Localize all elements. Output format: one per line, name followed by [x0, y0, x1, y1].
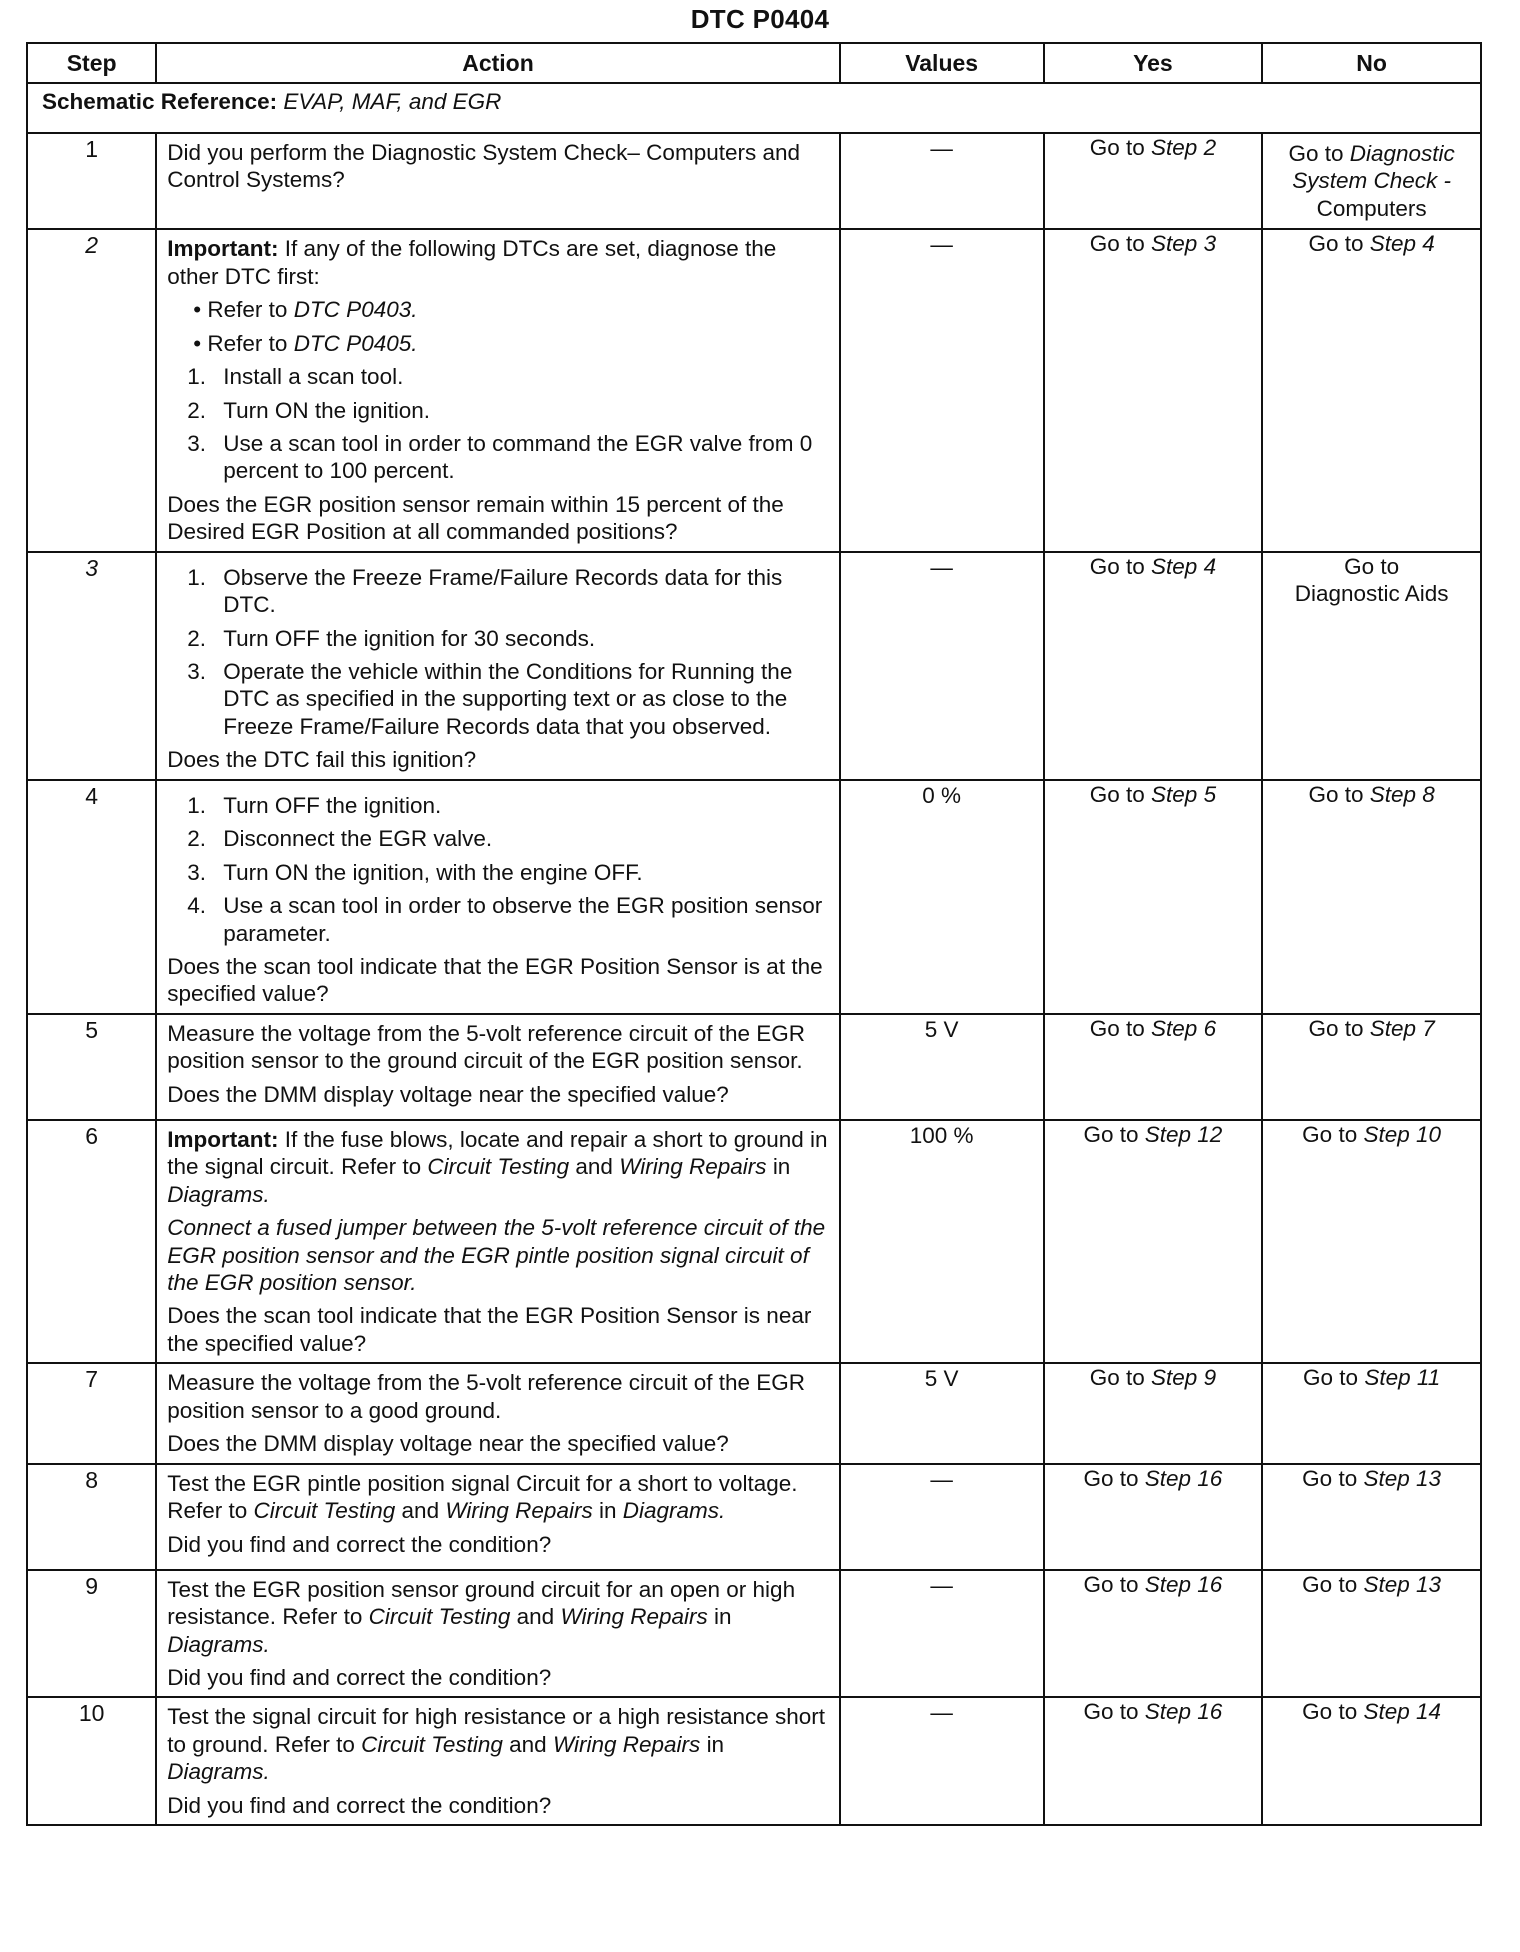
- step-action: [156, 1697, 840, 1825]
- yes-cell: Go to Step 12: [1044, 1120, 1263, 1364]
- step-action: [156, 1570, 840, 1698]
- circuit-testing-link[interactable]: Circuit Testing: [427, 1154, 570, 1180]
- list-item: 3. Turn ON the ignition, with the engine OFF.: [187, 859, 643, 885]
- table-row: [27, 1363, 1481, 1463]
- step-question: Does the DMM display voltage near the specified value?: [167, 1081, 729, 1107]
- step-action: [156, 1120, 840, 1364]
- step-number: 7: [27, 1363, 156, 1463]
- step-link[interactable]: Step 11: [1364, 1365, 1441, 1391]
- yes-cell: Go to Step 2: [1044, 133, 1263, 229]
- table-row: [27, 1570, 1481, 1698]
- dtc-link[interactable]: DTC P0403.: [293, 297, 418, 323]
- no-cell: Go to Step 13: [1262, 1464, 1481, 1570]
- yes-cell: Go to Step 16: [1044, 1697, 1263, 1825]
- no-cell: Go to Diagnostic Aids: [1262, 552, 1481, 780]
- step-link[interactable]: Step 9: [1151, 1365, 1217, 1391]
- step-action: [156, 1464, 840, 1570]
- important-note: Important: If the fuse blows, locate and repair a short to ground in the signal circuit. Refer to Circuit Testing and Wiring Repairs in Diagrams.: [167, 1126, 828, 1207]
- step-number: 10: [27, 1697, 156, 1825]
- step-action: [156, 1363, 840, 1463]
- step-number: 3: [27, 552, 156, 780]
- step-instruction: Measure the voltage from the 5-volt reference circuit of the EGR position sensor to the ground circuit of the EGR position sensor.: [167, 1020, 806, 1074]
- step-link[interactable]: Step 10: [1363, 1121, 1442, 1147]
- no-cell: Go to Step 10: [1262, 1120, 1481, 1364]
- table-row: [27, 1120, 1481, 1364]
- step-link[interactable]: Step 16: [1144, 1699, 1223, 1725]
- table-row: [27, 552, 1481, 780]
- schematic-row: [27, 83, 1481, 133]
- list-item: 4. Use a scan tool in order to observe the EGR position sensor parameter.: [187, 893, 823, 946]
- step-action: [156, 229, 840, 551]
- step-link[interactable]: Step 6: [1151, 1015, 1217, 1041]
- step-question: Did you find and correct the condition?: [167, 1664, 552, 1690]
- wiring-repairs-link[interactable]: Wiring Repairs: [552, 1731, 701, 1757]
- step-link[interactable]: Step 14: [1363, 1699, 1442, 1725]
- yes-cell: Go to Step 16: [1044, 1464, 1263, 1570]
- step-link[interactable]: Step 13: [1363, 1465, 1442, 1491]
- step-instruction: Connect a fused jumper between the 5-volt reference circuit of the EGR position sensor and the EGR pintle position signal circuit of the EGR position sensor.: [167, 1215, 826, 1295]
- diagrams-link[interactable]: Diagrams.: [167, 1631, 270, 1657]
- step-question: Did you find and correct the condition?: [167, 1531, 552, 1557]
- step-link[interactable]: Step 2: [1151, 135, 1217, 160]
- no-cell: Go to Step 14: [1262, 1697, 1481, 1825]
- yes-cell: Go to Step 4: [1044, 552, 1263, 780]
- yes-cell: Go to Step 16: [1044, 1570, 1263, 1698]
- table-row: [27, 1014, 1481, 1120]
- circuit-testing-link[interactable]: Circuit Testing: [361, 1731, 503, 1757]
- no-cell: Go to Step 13: [1262, 1570, 1481, 1698]
- wiring-repairs-link[interactable]: Wiring Repairs: [619, 1154, 767, 1180]
- list-item: 1. Observe the Freeze Frame/Failure Records data for this DTC.: [187, 564, 783, 618]
- step-number: 1: [27, 133, 156, 229]
- step-link[interactable]: Step 7: [1369, 1015, 1435, 1041]
- wiring-repairs-link[interactable]: Wiring Repairs: [445, 1498, 593, 1524]
- step-instruction: Measure the voltage from the 5-volt reference circuit of the EGR position sensor to a good ground.: [167, 1370, 806, 1423]
- step-question: Does the scan tool indicate that the EGR Position Sensor is near the specified value?: [167, 1303, 812, 1356]
- step-link[interactable]: Step 16: [1144, 1465, 1223, 1491]
- bullet-item: • Refer to DTC P0403.: [193, 297, 418, 323]
- step-value: 5 V: [840, 1014, 1044, 1120]
- step-question: Does the DMM display voltage near the specified value?: [167, 1431, 729, 1457]
- table-row: [27, 1697, 1481, 1825]
- no-cell: Go to Step 11: [1262, 1363, 1481, 1463]
- header-no: No: [1262, 43, 1481, 83]
- yes-cell: Go to Step 3: [1044, 229, 1263, 551]
- step-link[interactable]: Step 16: [1144, 1571, 1223, 1597]
- yes-cell: Go to Step 5: [1044, 780, 1263, 1014]
- schematic-value: EVAP, MAF, and EGR: [283, 89, 502, 114]
- step-value: 0 %: [840, 780, 1044, 1014]
- step-instruction: Test the EGR position sensor ground circuit for an open or high resistance. Refer to Circuit Testing and Wiring Repairs in Diagrams.: [167, 1576, 796, 1657]
- table-row: [27, 780, 1481, 1014]
- step-number: 5: [27, 1014, 156, 1120]
- step-value: 5 V: [840, 1363, 1044, 1463]
- step-instruction: Test the EGR pintle position signal Circuit for a short to voltage. Refer to Circuit Testing and Wiring Repairs in Diagrams.: [167, 1470, 798, 1524]
- step-number: 6: [27, 1120, 156, 1364]
- step-value: —: [840, 1570, 1044, 1698]
- step-number: 4: [27, 780, 156, 1014]
- step-question: Did you find and correct the condition?: [167, 1792, 552, 1818]
- no-cell: Go to Diagnostic System Check - Computers: [1262, 133, 1481, 229]
- step-link[interactable]: Step 13: [1363, 1571, 1442, 1597]
- step-number: 8: [27, 1464, 156, 1570]
- list-item: 1. Turn OFF the ignition.: [187, 792, 442, 818]
- diagnostic-aids-link[interactable]: Diagnostic Aids: [1294, 581, 1449, 607]
- step-link[interactable]: Step 12: [1144, 1121, 1223, 1147]
- list-item: 3. Use a scan tool in order to command the EGR valve from 0 percent to 100 percent.: [187, 430, 813, 484]
- bullet-item: • Refer to DTC P0405.: [193, 330, 418, 356]
- step-question: Does the DTC fail this ignition?: [167, 747, 477, 773]
- step-link[interactable]: Step 4: [1151, 553, 1217, 579]
- diagnostic-table: [26, 42, 1482, 1826]
- step-value: —: [840, 229, 1044, 551]
- important-note: Important: If any of the following DTCs are set, diagnose the other DTC first:: [167, 236, 777, 289]
- schematic-reference: [27, 83, 1481, 133]
- step-value: —: [840, 133, 1044, 229]
- step-number: 2: [27, 229, 156, 551]
- dtc-link[interactable]: DTC P0405.: [293, 330, 418, 356]
- list-item: 2. Turn ON the ignition.: [187, 397, 430, 423]
- diagnostic-system-check-link[interactable]: Diagnostic System Check -: [1292, 141, 1455, 194]
- header-row: [27, 43, 1481, 83]
- wiring-repairs-link[interactable]: Wiring Repairs: [560, 1604, 708, 1630]
- step-link[interactable]: Step 3: [1151, 231, 1217, 257]
- list-item: 2. Disconnect the EGR valve.: [187, 826, 493, 852]
- table-row: [27, 1464, 1481, 1570]
- header-values: Values: [840, 43, 1044, 83]
- yes-cell: Go to Step 9: [1044, 1363, 1263, 1463]
- step-value: —: [840, 1697, 1044, 1825]
- diagrams-link[interactable]: Diagrams.: [167, 1181, 270, 1207]
- table-row: [27, 229, 1481, 551]
- step-number: 9: [27, 1570, 156, 1698]
- no-cell: Go to Step 4: [1262, 229, 1481, 551]
- list-item: 2. Turn OFF the ignition for 30 seconds.: [187, 625, 596, 651]
- yes-cell: Go to Step 6: [1044, 1014, 1263, 1120]
- step-action: [156, 133, 840, 229]
- step-instruction: Test the signal circuit for high resistance or a high resistance short to ground. Refer to Circuit Testing and Wiring Repairs in Diagrams.: [167, 1704, 826, 1785]
- circuit-testing-link[interactable]: Circuit Testing: [368, 1604, 511, 1630]
- step-link[interactable]: Step 8: [1369, 781, 1435, 807]
- no-cell: Go to Step 8: [1262, 780, 1481, 1014]
- step-action: [156, 780, 840, 1014]
- diagrams-link[interactable]: Diagrams.: [167, 1759, 270, 1785]
- list-item: 3. Operate the vehicle within the Conditions for Running the DTC as specified in the supporting text or as close to the Freeze Frame/Failure Records data that you observed.: [187, 659, 793, 739]
- header-yes: Yes: [1044, 43, 1263, 83]
- step-question: Does the scan tool indicate that the EGR Position Sensor is at the specified value?: [167, 953, 823, 1007]
- step-link[interactable]: Step 4: [1369, 231, 1435, 257]
- page-title: DTC P0404: [690, 4, 830, 34]
- list-item: 1. Install a scan tool.: [187, 364, 404, 390]
- step-value: 100 %: [840, 1120, 1044, 1364]
- diagrams-link[interactable]: Diagrams.: [622, 1498, 726, 1524]
- circuit-testing-link[interactable]: Circuit Testing: [253, 1498, 396, 1524]
- step-question: Does the EGR position sensor remain within 15 percent of the Desired EGR Position at all commanded positions?: [167, 491, 784, 545]
- step-question: Did you perform the Diagnostic System Check– Computers and Control Systems?: [167, 140, 801, 193]
- step-action: [156, 1014, 840, 1120]
- step-value: —: [840, 552, 1044, 780]
- step-action: [156, 552, 840, 780]
- step-value: —: [840, 1464, 1044, 1570]
- schematic-label: Schematic Reference:: [42, 89, 278, 114]
- header-step: Step: [27, 43, 156, 83]
- no-cell: Go to Step 7: [1262, 1014, 1481, 1120]
- step-link[interactable]: Step 5: [1151, 781, 1217, 807]
- table-row: [27, 133, 1481, 229]
- header-action: Action: [156, 43, 840, 83]
